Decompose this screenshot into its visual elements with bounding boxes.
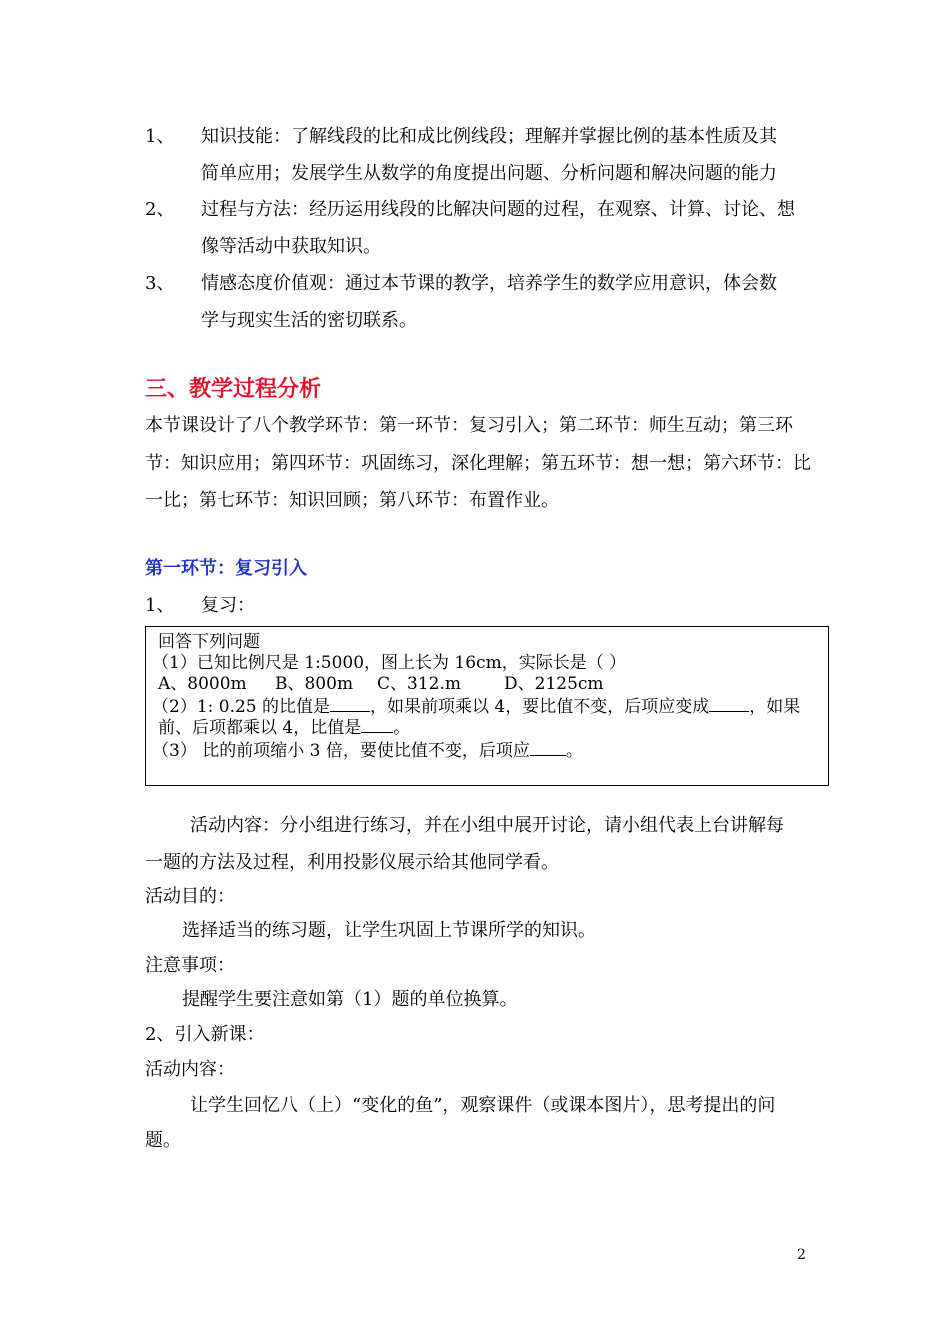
- question-2-part-c: ，如果: [749, 697, 801, 717]
- intro-new-lesson: 2、引入新课：: [145, 1024, 265, 1045]
- answer-blank: [330, 695, 370, 712]
- question-1-option-d: D、2125cm: [504, 674, 604, 694]
- goal-1-line-2: 简单应用；发展学生从数学的角度提出问题、分析问题和解决问题的能力: [201, 163, 777, 184]
- question-3-part-a: （3） 比的前项缩小 3 倍，要使比值不变，后项应: [152, 741, 530, 761]
- notes-label: 注意事项：: [145, 955, 235, 976]
- question-3-part-b: 。: [565, 741, 583, 761]
- question-box-heading: 回答下列问题: [158, 632, 260, 652]
- goal-3-line-2: 学与现实生活的密切联系。: [201, 310, 417, 331]
- section-3-intro-line-3: 一比；第七环节：知识回顾；第八环节：布置作业。: [145, 490, 559, 511]
- content-line-2: 题。: [145, 1130, 181, 1151]
- question-2-line-2: [158, 716, 410, 739]
- question-2-part-d: 前、后项都乘以 4，比值是: [158, 718, 362, 738]
- question-2-part-b: ，如果前项乘以 4，要比值不变，后项应变成: [370, 697, 710, 717]
- question-1-option-a: A、8000m: [158, 674, 247, 694]
- question-1: （1）已知比例尺是 1:5000，图上长为 16cm，实际长是（ ）: [152, 653, 627, 673]
- goal-1-number: 1、: [145, 126, 175, 147]
- answer-blank: [530, 739, 566, 756]
- question-2-line-1: [152, 695, 800, 718]
- step-1-heading: 第一环节：复习引入: [145, 558, 307, 579]
- review-number: 1、: [145, 595, 175, 616]
- notes-text: 提醒学生要注意如第（1）题的单位换算。: [182, 989, 518, 1010]
- question-1-option-b: B、800m: [275, 674, 354, 694]
- section-3-heading: 三、教学过程分析: [145, 377, 322, 402]
- goal-3-line-1: 情感态度价值观：通过本节课的教学，培养学生的数学应用意识，体会数: [201, 273, 777, 294]
- question-2-part-a: （2）1: 0.25 的比值是: [152, 697, 331, 717]
- question-1-option-c: C、312.m: [377, 674, 461, 694]
- goal-1-line-1: 知识技能：了解线段的比和成比例线段；理解并掌握比例的基本性质及其: [201, 126, 777, 147]
- answer-blank: [361, 716, 393, 733]
- content-label: 活动内容：: [145, 1059, 235, 1080]
- activity-content-line-2: 一题的方法及过程，利用投影仪展示给其他同学看。: [145, 852, 559, 873]
- activity-purpose: 选择适当的练习题，让学生巩固上节课所学的知识。: [182, 920, 596, 941]
- activity-content-line-1: 活动内容：分小组进行练习，并在小组中展开讨论，请小组代表上台讲解每: [190, 815, 784, 836]
- review-label: 复习：: [201, 595, 255, 616]
- question-box: [145, 626, 829, 786]
- content-line-1: 让学生回忆八（上）“变化的鱼”，观察课件（或课本图片），思考提出的问: [190, 1095, 776, 1116]
- goal-2-number: 2、: [145, 199, 175, 220]
- activity-purpose-label: 活动目的：: [145, 886, 235, 907]
- page-number: 2: [797, 1247, 806, 1263]
- goal-2-line-1: 过程与方法：经历运用线段的比解决问题的过程，在观察、计算、讨论、想: [201, 199, 795, 220]
- section-3-intro-line-1: 本节课设计了八个教学环节：第一环节：复习引入；第二环节：师生互动；第三环: [145, 415, 793, 436]
- answer-blank: [709, 695, 749, 712]
- goal-2-line-2: 像等活动中获取知识。: [201, 236, 381, 257]
- question-3: [152, 739, 583, 762]
- section-3-intro-line-2: 节：知识应用；第四环节：巩固练习，深化理解；第五环节：想一想；第六环节：比: [145, 453, 811, 474]
- goal-3-number: 3、: [145, 273, 175, 294]
- question-2-part-e: 。: [393, 718, 411, 738]
